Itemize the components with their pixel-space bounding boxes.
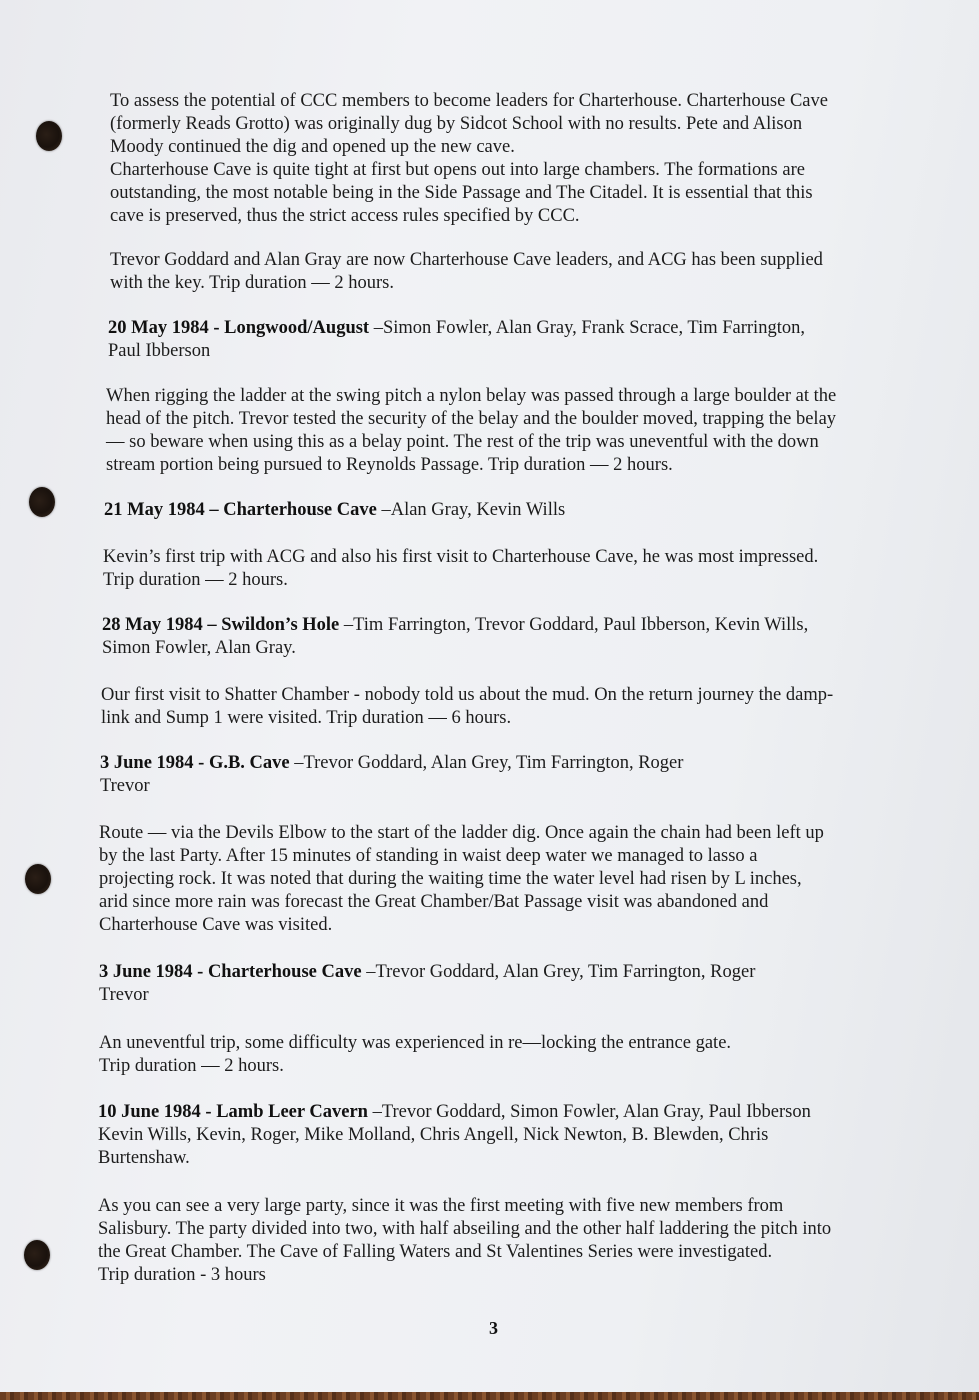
trip-entry-heading: [98, 1101, 811, 1170]
trip-members: Trevor: [99, 985, 149, 1005]
text-line: Kevin’s first trip with ACG and also his first visit to Charterhouse Cave, he was most impressed.: [103, 547, 819, 567]
trip-title: 3 June 1984 - Charterhouse Cave: [99, 962, 362, 982]
trip-description: [101, 684, 833, 730]
text-line: Trip duration — 2 hours.: [103, 570, 288, 590]
punch-hole: [25, 864, 51, 894]
trip-description: [99, 822, 824, 937]
trip-title: 3 June 1984 - G.B. Cave: [100, 753, 290, 773]
trip-members: –Trevor Goddard, Alan Grey, Tim Farrington, Roger: [361, 962, 756, 982]
trip-members: Burtenshaw.: [98, 1148, 190, 1168]
trip-title: 28 May 1984 – Swildon’s Hole: [102, 615, 340, 635]
text-line: Salisbury. The party divided into two, with half abseiling and the other half laddering the pitch into: [98, 1219, 832, 1239]
trip-entry-heading: [102, 614, 808, 660]
text-line: Moody continued the dig and opened up the new cave.: [110, 137, 515, 157]
trip-entry-heading: [100, 752, 683, 798]
trip-entry-heading: [108, 317, 805, 363]
intro-paragraph: [110, 90, 828, 228]
punch-hole: [36, 121, 62, 151]
trip-entry-heading: [99, 961, 755, 1007]
text-line: link and Sump 1 were visited. Trip duration — 6 hours.: [101, 708, 512, 728]
text-line: arid since more rain was forecast the Great Chamber/Bat Passage visit was abandoned and: [99, 892, 769, 912]
trip-members: Simon Fowler, Alan Gray.: [102, 638, 296, 658]
trip-description: [98, 1195, 831, 1287]
table-edge: [0, 1392, 979, 1400]
trip-title: 21 May 1984 – Charterhouse Cave: [104, 500, 377, 520]
trip-title: 20 May 1984 - Longwood/August: [108, 318, 370, 338]
text-line: — so beware when using this as a belay point. The rest of the trip was uneventful with the down: [106, 432, 819, 452]
text-line: the Great Chamber. The Cave of Falling Waters and St Valentines Series were investigated.: [98, 1242, 773, 1262]
trip-description: [99, 1032, 731, 1078]
trip-members: Kevin Wills, Kevin, Roger, Mike Molland, Chris Angell, Nick Newton, B. Blewden, Chris: [98, 1125, 769, 1145]
text-line: As you can see a very large party, since it was the first meeting with five new members from: [98, 1196, 784, 1216]
text-line: Trip duration — 2 hours.: [99, 1056, 284, 1076]
text-line: An uneventful trip, some difficulty was experienced in re—locking the entrance gate.: [99, 1033, 732, 1053]
text-line: stream portion being pursued to Reynolds Passage. Trip duration — 2 hours.: [106, 455, 673, 475]
text-line: To assess the potential of CCC members to become leaders for Charterhouse. Charterhouse Cave: [110, 91, 828, 111]
text-line: (formerly Reads Grotto) was originally dug by Sidcot School with no results. Pete and Alison: [110, 114, 803, 134]
text-line: Trevor Goddard and Alan Gray are now Charterhouse Cave leaders, and ACG has been supplied: [110, 250, 823, 270]
trip-entry-heading: [104, 499, 565, 522]
trip-members: –Tim Farrington, Trevor Goddard, Paul Ibberson, Kevin Wills,: [339, 615, 809, 635]
trip-description: [106, 385, 836, 477]
text-line: projecting rock. It was noted that during the waiting time the water level had risen by L inches,: [99, 869, 802, 889]
text-line: When rigging the ladder at the swing pitch a nylon belay was passed through a large boulder at the: [106, 386, 837, 406]
text-line: with the key. Trip duration — 2 hours.: [110, 273, 395, 293]
trip-members: Paul Ibberson: [108, 341, 211, 361]
text-line: Charterhouse Cave was visited.: [99, 915, 333, 935]
trip-members: –Trevor Goddard, Simon Fowler, Alan Gray, Paul Ibberson: [367, 1102, 811, 1122]
trip-title: 10 June 1984 - Lamb Leer Cavern: [98, 1102, 368, 1122]
trip-description: [103, 546, 818, 592]
trip-members: Trevor: [100, 776, 150, 796]
trip-members: –Trevor Goddard, Alan Grey, Tim Farrington, Roger: [289, 753, 684, 773]
trip-members: –Alan Gray, Kevin Wills: [376, 500, 566, 520]
page-number: 3: [489, 1318, 498, 1338]
text-line: cave is preserved, thus the strict access rules specified by CCC.: [110, 206, 580, 226]
text-line: Charterhouse Cave is quite tight at first but opens out into large chambers. The formations are: [110, 160, 805, 180]
text-line: Route — via the Devils Elbow to the start of the ladder dig. Once again the chain had been left up: [99, 823, 824, 843]
text-line: Our first visit to Shatter Chamber - nobody told us about the mud. On the return journey the damp-: [101, 685, 834, 705]
text-line: head of the pitch. Trevor tested the security of the belay and the boulder moved, trapping the belay: [106, 409, 837, 429]
text-line: by the last Party. After 15 minutes of standing in waist deep water we managed to lasso a: [99, 846, 758, 866]
trip-members: –Simon Fowler, Alan Gray, Frank Scrace, Tim Farrington,: [369, 318, 805, 338]
text-line: Trip duration - 3 hours: [98, 1265, 266, 1285]
punch-hole: [24, 1240, 50, 1270]
punch-hole: [29, 487, 55, 517]
text-line: outstanding, the most notable being in the Side Passage and The Citadel. It is essential that this: [110, 183, 813, 203]
leaders-paragraph: [110, 249, 823, 295]
